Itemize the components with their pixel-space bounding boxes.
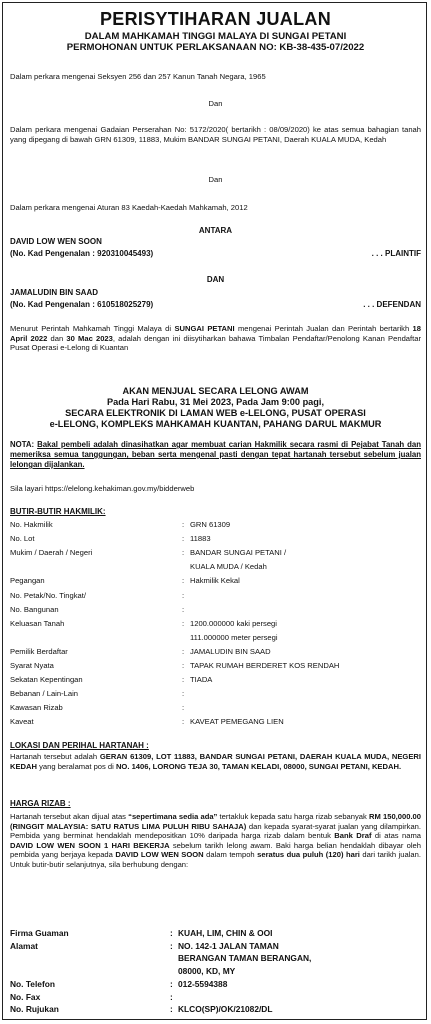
intro-section-256: Dalam perkara mengenai Seksyen 256 dan 257 Kanun Tanah Negara, 1965 [10,72,266,81]
reserve-price-heading: HARGA RIZAB : [10,799,71,808]
title-row [10,591,421,601]
contact-row-label: No. Rujukan [10,1004,59,1015]
contact-row [10,979,421,989]
dan-party-separator: DAN [206,275,225,284]
title-row-label: Sekatan Kepentingan [10,675,83,685]
colon-separator: : [170,928,173,938]
contact-row [10,953,421,963]
colon-separator: : [182,548,185,558]
contact-row-value: NO. 142-1 JALAN TAMAN [178,940,279,951]
court-order-paragraph: Menurut Perintah Mahkamah Tinggi Malaya di SUNGAI PETANI mengenai Perintah Jualan dan Perintah bertarikh 18 April 2022 dan 30 Mac 2023, adalah dengan ini diisytiharkan bahawa Timbalan Pendaftar/Penolong Kanan Pendaftar Pusat Operasi e-Lelong di Kuantan [10,324,421,352]
contact-row-label: No. Telefon [10,978,55,989]
title-row [10,633,421,643]
title-row-value: BANDAR SUNGAI PETANI / [190,548,287,558]
title-row-label: Pegangan [10,576,45,586]
intro-order-83: Dalam perkara mengenai Aturan 83 Kaedah-Kaedah Mahkamah, 2012 [10,203,248,212]
colon-separator: : [182,534,185,544]
title-row-label: Kawasan Rizab [10,703,63,713]
title-row [10,562,421,572]
contact-row-value: 08000, KD, MY [178,966,236,977]
colon-separator: : [182,618,185,628]
title-row [10,534,421,544]
reserve-price-paragraph: Hartanah tersebut akan dijual atas “sepertimana sedia ada” tertakluk kepada satu harga rizab sebanyak RM 150,000.00 (RINGGIT MALAYSIA: SATU RATUS LIMA PULUH RIBU SAHAJA) dan kepada syarat-syarat jualan yang dilampirkan. Pembida yang berminat hendaklah mendepositkan 10% daripada harga rizab dalam bentuk Bank Draf di atas nama DAVID LOW WEN SOON 1 HARI BEKERJA sebelum tarikh lelong awam. Baki harga belian hendaklah dibayar oleh pembida yang berjaya kepada DAVID LOW WEN SOON dalam tempoh seratus dua puluh (120) hari dari tarikh jualan. Untuk butir-butir selanjutnya, sila berhubung dengan: [10,812,422,869]
defendant-role: . . . DEFENDAN [363,300,421,309]
title-row [10,647,421,657]
website-link-text[interactable]: Sila layari https://elelong.kehakiman.gov.my/bidderweb [10,484,195,493]
title-row [10,717,421,727]
plaintiff-ic: (No. Kad Pengenalan : 920310045493) . . . PLAINTIF [10,249,421,258]
title-row [10,548,421,558]
title-row-label: Bebanan / Lain-Lain [10,689,78,699]
colon-separator: : [182,604,185,614]
buyer-note: NOTA: Bakal pembeli adalah dinasihatkan agar membuat carian Hakmilik secara rasmi di Pejabat Tanah dan memeriksa semua tanggungan, beban serta mengenal pasti dengan tepat hartanah tersebut sebelum jualan lelongan dijalankan. [10,440,422,469]
colon-separator: : [182,646,185,656]
title-row [10,576,421,586]
contact-row [10,966,421,976]
title-row-value: 111.000000 meter persegi [190,632,278,642]
dan-separator: Dan [208,99,223,108]
contact-row [10,941,421,951]
colon-separator: : [182,703,185,713]
title-row-label: Syarat Nyata [10,661,54,670]
defendant-name: JAMALUDIN BIN SAAD [10,288,98,297]
auction-heading: AKAN MENJUAL SECARA LELONG AWAM [122,386,309,396]
location-heading: LOKASI DAN PERIHAL HARTANAH : [10,741,149,750]
title-row [10,520,421,530]
title-row-value: KUALA MUDA / Kedah [190,562,267,572]
title-row-value: 11883 [190,534,211,544]
title-row-value: Hakmilik Kekal [190,576,240,586]
court-line: DALAM MAHKAMAH TINGGI MALAYA DI SUNGAI PETANI [84,31,347,42]
notice-title: PERISYTIHARAN JUALAN [99,9,332,29]
auction-venue-2: e-LELONG, KOMPLEKS MAHKAMAH KUANTAN, PAHANG DARUL MAKMUR [49,419,382,429]
contact-row-value: BERANGAN TAMAN BERANGAN, [178,953,312,964]
title-details-heading: BUTIR-BUTIR HAKMILIK: [10,507,106,516]
intro-charge-paragraph: Dalam perkara mengenai Gadaian Perserahan No: 5172/2020( bertarikh : 08/09/2020) ke atas semua bahagian tanah yang dipegang di bawah GRN 61309, 11883, Mukim BANDAR SUNGAI PETANI, Daerah KUALA MUDA, Kedah [10,125,421,144]
auction-venue-1: SECARA ELEKTRONIK DI LAMAN WEB e-LELONG, PUSAT OPERASI [65,408,366,418]
colon-separator: : [170,940,173,951]
title-row-label: Keluasan Tanah [10,618,65,628]
colon-separator: : [182,675,185,685]
title-row-label: No. Lot [10,534,35,544]
colon-separator: : [182,576,185,586]
contact-row-label: No. Fax [10,991,41,1002]
contact-row-value: KLCO(SP)/OK/21082/DL [178,1004,273,1015]
colon-separator: : [182,689,185,699]
title-row [10,703,421,713]
title-row-value: TAPAK RUMAH BERDERET KOS RENDAH [190,661,340,670]
contact-row [10,928,421,938]
colon-separator: : [182,661,185,670]
title-row-value: JAMALUDIN BIN SAAD [190,646,271,656]
contact-row [10,1004,421,1014]
contact-row-value: 012-5594388 [178,978,228,989]
colon-separator: : [182,520,185,529]
title-row [10,661,421,671]
dan-separator: Dan [208,175,223,184]
colon-separator: : [182,590,185,600]
title-row-label: No. Hakmilik [10,520,53,529]
contact-row-label: Firma Guaman [10,928,69,938]
contact-row-label: Alamat [10,940,38,951]
title-row-value: GRN 61309 [190,520,231,529]
title-row-value: KAVEAT PEMEGANG LIEN [190,717,284,727]
title-row [10,619,421,629]
defendant-ic: (No. Kad Pengenalan : 610518025279) . . . DEFENDAN [10,300,421,309]
auction-date: Pada Hari Rabu, 31 Mei 2023, Pada Jam 9:00 pagi, [106,397,325,407]
plaintiff-role: . . . PLAINTIF [371,249,421,258]
title-row [10,605,421,615]
colon-separator: : [170,978,173,989]
title-row-value: TIADA [190,675,213,685]
plaintiff-name: DAVID LOW WEN SOON [10,237,102,246]
title-row-value: 1200.000000 kaki persegi [190,618,277,628]
contact-row-value: KUAH, LIM, CHIN & OOI [178,928,273,938]
case-number-line: PERMOHONAN UNTUK PERLAKSANAAN NO: KB-38-435-07/2022 [66,42,365,53]
location-paragraph: Hartanah tersebut adalah GERAN 61309, LOT 11883, BANDAR SUNGAI PETANI, DAERAH KUALA MUDA, NEGERI KEDAH yang beralamat pos di NO. 1406, LORONG TEJA 30, TAMAN KELADI, 08000, SUNGAI PETANI, KEDAH. [10,752,421,771]
title-row [10,689,421,699]
colon-separator: : [170,991,173,1002]
contact-row [10,992,421,1002]
title-row [10,675,421,685]
title-row-label: No. Bangunan [10,604,59,614]
antara-label: ANTARA [198,226,233,235]
title-row-label: Mukim / Daerah / Negeri [10,548,93,558]
title-row-label: Pemilik Berdaftar [10,646,68,656]
colon-separator: : [182,717,185,727]
colon-separator: : [170,1004,173,1015]
title-row-label: Kaveat [10,717,34,727]
title-row-label: No. Petak/No. Tingkat/ [10,590,86,600]
